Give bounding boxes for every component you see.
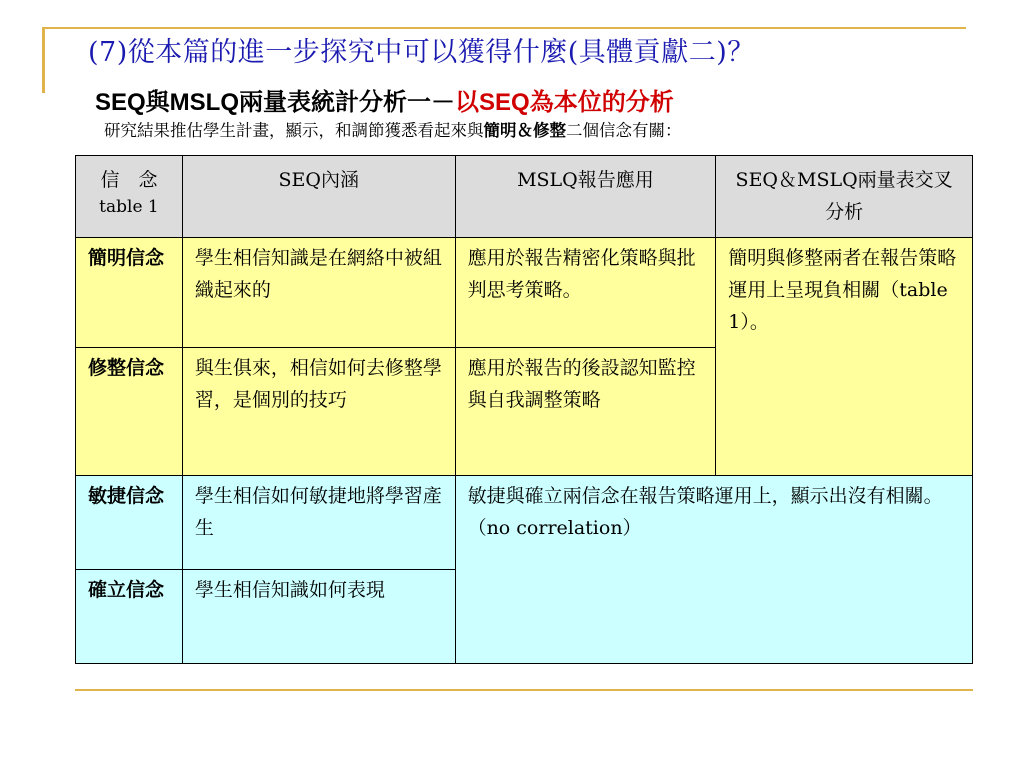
findings-note — [104, 117, 682, 141]
cross-analysis-cell: 簡明與修整兩者在報告策略運用上呈現負相關（table 1）。 — [716, 237, 973, 475]
slide-title: (7)從本篇的進一步探究中可以獲得什麼(具體貢獻二)？ — [88, 37, 755, 68]
subtitle-highlight: 以SEQ為本位的分析 — [455, 89, 674, 116]
seq-cell: 學生相信知識如何表現 — [182, 569, 455, 663]
table-header-row — [76, 156, 973, 238]
cross-analysis-cell: 敏捷與確立兩信念在報告策略運用上，顯示出沒有相關。（no correlation） — [455, 475, 972, 663]
belief-cell: 敏捷信念 — [76, 475, 183, 569]
seq-cell: 學生相信知識是在網絡中被組織起來的 — [182, 237, 455, 347]
accent-horizontal-line — [42, 27, 966, 29]
header-cross-analysis: SEQ＆MSLQ兩量表交叉分析 — [716, 156, 973, 238]
note-suffix: 二個信念有關： — [566, 121, 682, 140]
table-row — [76, 237, 973, 347]
belief-cell: 確立信念 — [76, 569, 183, 663]
note-prefix: 研究結果推估學生計畫，顯示，和調節獲悉看起來與 — [104, 121, 484, 140]
header-belief-label: 信 念 — [100, 169, 158, 191]
belief-analysis-table — [75, 155, 973, 664]
header-seq: SEQ內涵 — [182, 156, 455, 238]
belief-cell: 修整信念 — [76, 347, 183, 475]
mslq-cell: 應用於報告的後設認知監控與自我調整策略 — [455, 347, 716, 475]
header-belief-table-ref: table 1 — [99, 197, 159, 218]
accent-vertical-line — [42, 27, 45, 93]
seq-cell: 與生俱來，相信如何去修整學習，是個別的技巧 — [182, 347, 455, 475]
seq-cell: 學生相信如何敏捷地將學習產生 — [182, 475, 455, 569]
accent-bottom-line — [75, 689, 973, 691]
header-mslq: MSLQ報告應用 — [455, 156, 716, 238]
table-row — [76, 475, 973, 569]
belief-cell: 簡明信念 — [76, 237, 183, 347]
subtitle-main: SEQ與MSLQ兩量表統計分析一－ — [95, 89, 456, 116]
note-bold: 簡明＆修整 — [483, 121, 566, 140]
mslq-cell: 應用於報告精密化策略與批判思考策略。 — [455, 237, 716, 347]
slide-subtitle — [95, 82, 674, 117]
header-belief — [76, 156, 183, 238]
